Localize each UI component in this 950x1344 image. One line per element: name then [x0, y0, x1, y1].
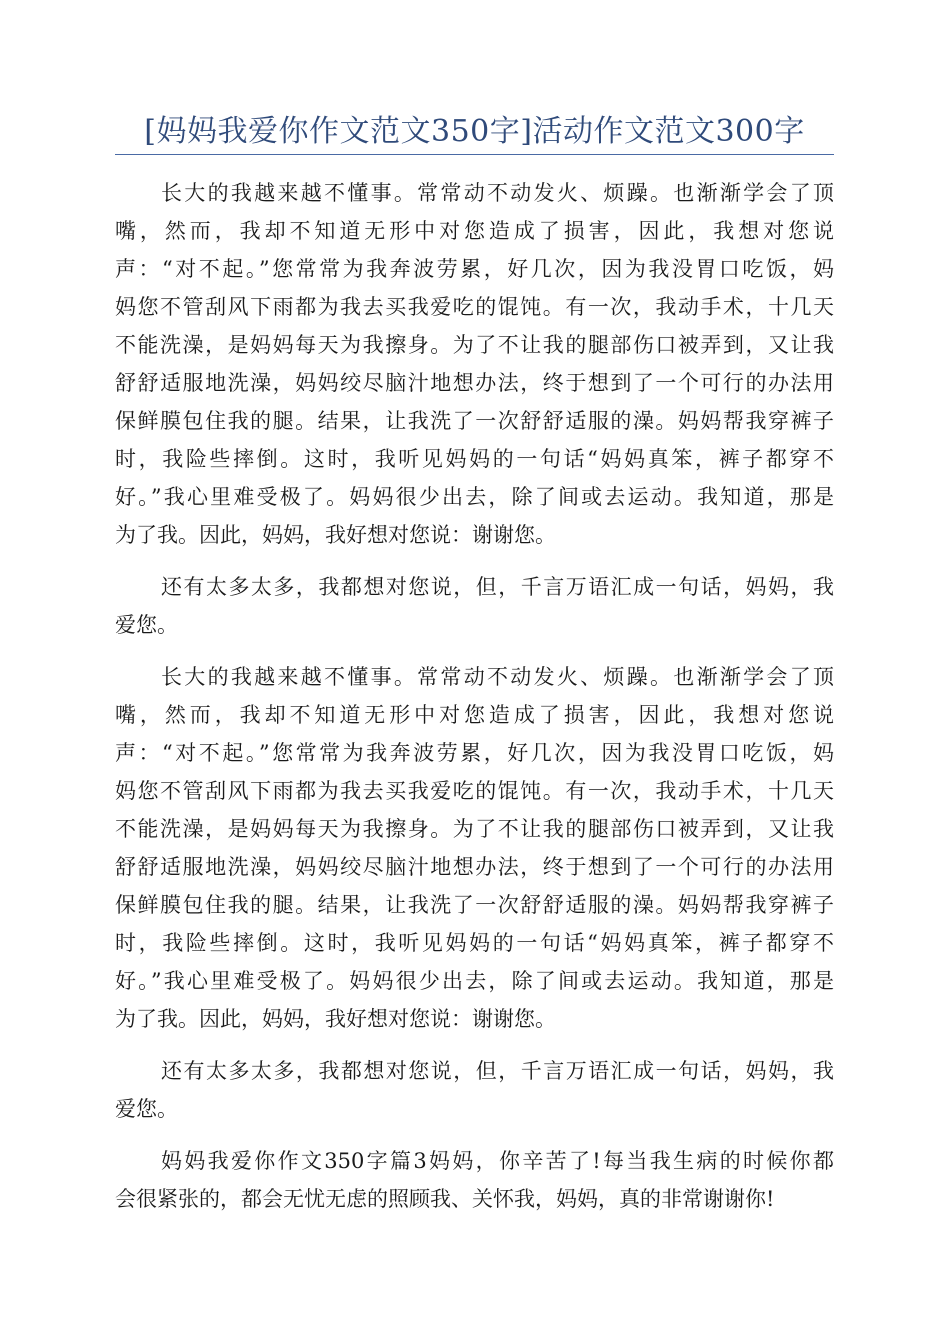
text-line: 会很紧张的，都会无忧无虑的照顾我、关怀我，妈妈，真的非常谢谢你!: [115, 1187, 775, 1211]
paragraph: [115, 174, 834, 554]
text-line: 好。”我心里难受极了。妈妈很少出去，除了间或去运动。我知道，那是: [115, 485, 834, 509]
paragraph: [115, 658, 834, 1038]
text-line: 声：“对不起。”您常常为我奔波劳累，好几次，因为我没胃口吃饭，妈: [115, 257, 834, 281]
paragraph: [115, 1142, 834, 1218]
text-line: 为了我。因此，妈妈，我好想对您说：谢谢您。: [115, 1007, 556, 1031]
text-line: 妈您不管刮风下雨都为我去买我爱吃的馄饨。有一次，我动手术，十几天: [115, 779, 834, 803]
text-line: 舒舒适服地洗澡，妈妈绞尽脑汁地想办法，终于想到了一个可行的办法用: [115, 371, 834, 395]
text-line: 声：“对不起。”您常常为我奔波劳累，好几次，因为我没胃口吃饭，妈: [115, 741, 834, 765]
text-line: 嘴，然而，我却不知道无形中对您造成了损害，因此，我想对您说: [115, 703, 834, 727]
text-line: 妈您不管刮风下雨都为我去买我爱吃的馄饨。有一次，我动手术，十几天: [115, 295, 834, 319]
text-line: 舒舒适服地洗澡，妈妈绞尽脑汁地想办法，终于想到了一个可行的办法用: [115, 855, 834, 879]
text-line: 为了我。因此，妈妈，我好想对您说：谢谢您。: [115, 523, 556, 547]
text-line: 还有太多太多，我都想对您说，但，千言万语汇成一句话，妈妈，我: [161, 1059, 834, 1083]
title-underline: [115, 154, 834, 155]
document-body: [115, 174, 834, 1232]
text-line: 保鲜膜包住我的腿。结果，让我洗了一次舒舒适服的澡。妈妈帮我穿裤子: [115, 893, 834, 917]
text-line: 爱您。: [115, 613, 178, 637]
text-line: 爱您。: [115, 1097, 178, 1121]
text-line: 妈妈我爱你作文350字篇3妈妈，你辛苦了!每当我生病的时候你都: [161, 1149, 834, 1173]
text-line: 好。”我心里难受极了。妈妈很少出去，除了间或去运动。我知道，那是: [115, 969, 834, 993]
paragraph: [115, 568, 834, 644]
text-line: 时，我险些摔倒。这时，我听见妈妈的一句话“妈妈真笨，裤子都穿不: [115, 447, 834, 471]
text-line: 长大的我越来越不懂事。常常动不动发火、烦躁。也渐渐学会了顶: [161, 181, 834, 205]
document-title: [妈妈我爱你作文范文350字]活动作文范文300字: [144, 114, 805, 149]
text-line: 还有太多太多，我都想对您说，但，千言万语汇成一句话，妈妈，我: [161, 575, 834, 599]
text-line: 不能洗澡，是妈妈每天为我擦身。为了不让我的腿部伤口被弄到，又让我: [115, 333, 834, 357]
paragraph: [115, 1052, 834, 1128]
text-line: 时，我险些摔倒。这时，我听见妈妈的一句话“妈妈真笨，裤子都穿不: [115, 931, 834, 955]
text-line: 不能洗澡，是妈妈每天为我擦身。为了不让我的腿部伤口被弄到，又让我: [115, 817, 834, 841]
text-line: 长大的我越来越不懂事。常常动不动发火、烦躁。也渐渐学会了顶: [161, 665, 834, 689]
text-line: 保鲜膜包住我的腿。结果，让我洗了一次舒舒适服的澡。妈妈帮我穿裤子: [115, 409, 834, 433]
text-line: 嘴，然而，我却不知道无形中对您造成了损害，因此，我想对您说: [115, 219, 834, 243]
